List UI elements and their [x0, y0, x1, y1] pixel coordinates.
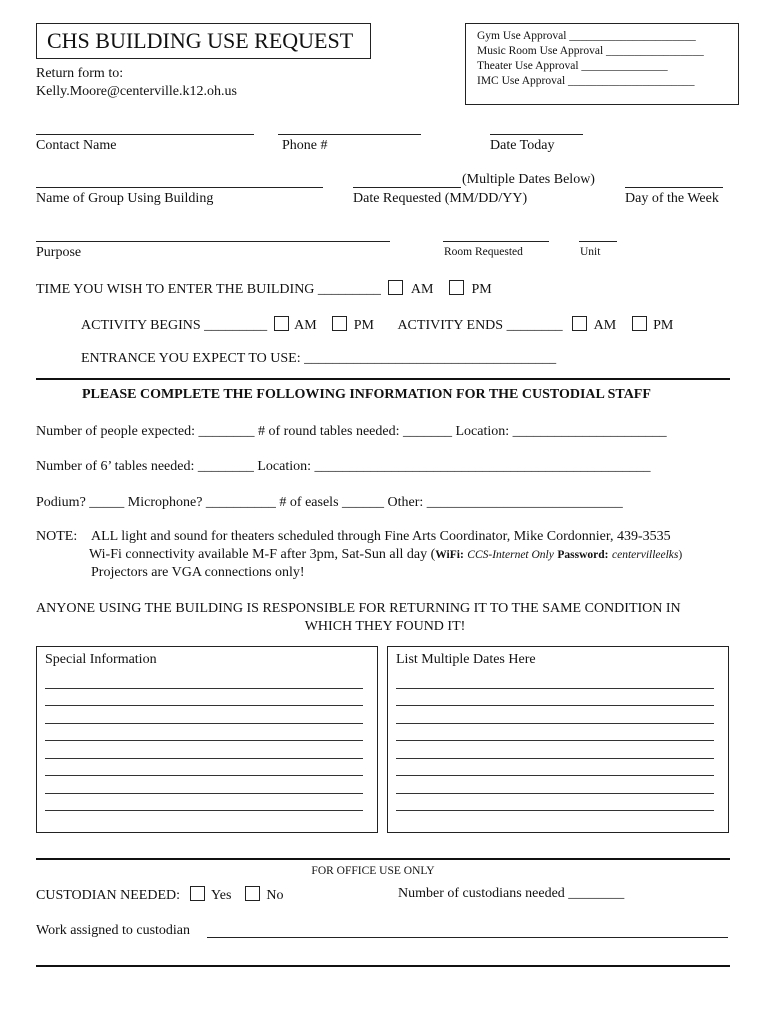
special-info-label: Special Information [45, 652, 157, 667]
multiple-dates-line[interactable] [396, 793, 714, 794]
ends-pm-label: PM [653, 318, 674, 333]
activity-begins-label[interactable]: ACTIVITY BEGINS _________ [81, 318, 268, 333]
office-divider [36, 858, 730, 860]
ends-am-label: AM [593, 318, 617, 333]
approval-music[interactable]: Music Room Use Approval _________________ [477, 45, 704, 57]
custodian-yes-checkbox[interactable] [190, 886, 205, 901]
enter-pm-label: PM [471, 282, 492, 297]
time-enter-label[interactable]: TIME YOU WISH TO ENTER THE BUILDING _________ [36, 282, 381, 297]
special-info-line[interactable] [45, 740, 363, 741]
entrance-field[interactable]: ENTRANCE YOU EXPECT TO USE: ____________________________________ [81, 351, 557, 366]
responsibility-line-1: ANYONE USING THE BUILDING IS RESPONSIBLE FOR RETURNING IT TO THE SAME CONDITION IN [36, 601, 681, 616]
approval-gym[interactable]: Gym Use Approval ______________________ [477, 30, 696, 42]
note-line-1: ALL light and sound for theaters scheduled through Fine Arts Coordinator, Mike Cordonnier, 439-3535 [91, 529, 671, 544]
work-assigned-label: Work assigned to custodian [36, 923, 191, 938]
custodian-needed-row [36, 886, 284, 904]
multiple-dates-line[interactable] [396, 688, 714, 689]
special-info-line[interactable] [45, 688, 363, 689]
office-heading: FOR OFFICE USE ONLY [311, 865, 435, 877]
phone-label: Phone # [282, 138, 328, 153]
wifi-label: WiFi: [435, 549, 464, 561]
begins-pm-label: PM [353, 318, 374, 333]
responsibility-line-2: WHICH THEY FOUND IT! [304, 619, 466, 634]
group-name-field[interactable] [36, 187, 323, 188]
unit-field[interactable] [579, 241, 617, 242]
multiple-dates-line[interactable] [396, 705, 714, 706]
wifi-close-paren: ) [678, 549, 683, 561]
title-box [36, 23, 371, 59]
contact-name-field[interactable] [36, 134, 254, 135]
special-info-line[interactable] [45, 775, 363, 776]
multiple-dates-line[interactable] [396, 740, 714, 741]
multiple-dates-line[interactable] [396, 723, 714, 724]
password-label: Password: [557, 549, 609, 561]
form-title: CHS BUILDING USE REQUEST [47, 28, 354, 53]
note-line-2 [89, 547, 682, 563]
special-info-box[interactable] [36, 646, 378, 833]
custodial-row-2[interactable]: Number of 6’ tables needed: ________ Location: ________________________________________________ [36, 459, 651, 474]
multiple-dates-line[interactable] [396, 758, 714, 759]
unit-label: Unit [580, 246, 601, 258]
time-enter-row [36, 280, 492, 298]
ends-am-checkbox[interactable] [572, 316, 587, 331]
purpose-label: Purpose [36, 245, 82, 260]
day-of-week-label: Day of the Week [625, 191, 719, 206]
special-info-line[interactable] [45, 793, 363, 794]
date-today-field[interactable] [490, 134, 583, 135]
group-name-label: Name of Group Using Building [36, 191, 214, 206]
phone-field[interactable] [278, 134, 421, 135]
custodian-yes-label: Yes [211, 888, 232, 903]
begins-pm-checkbox[interactable] [332, 316, 347, 331]
work-assigned-field[interactable] [207, 937, 728, 938]
enter-am-checkbox[interactable] [388, 280, 403, 295]
special-info-line[interactable] [45, 705, 363, 706]
multiple-dates-line[interactable] [396, 775, 714, 776]
section-divider [36, 378, 730, 380]
room-requested-label: Room Requested [444, 246, 523, 258]
num-custodians-field[interactable]: Number of custodians needed ________ [398, 886, 625, 901]
multiple-dates-note: (Multiple Dates Below) [462, 172, 595, 187]
begins-am-checkbox[interactable] [274, 316, 289, 331]
day-of-week-field[interactable] [625, 187, 723, 188]
approval-imc[interactable]: IMC Use Approval ______________________ [477, 75, 695, 87]
multiple-dates-label: List Multiple Dates Here [396, 652, 536, 667]
special-info-line[interactable] [45, 810, 363, 811]
begins-am-label: AM [294, 318, 317, 333]
date-today-label: Date Today [490, 138, 555, 153]
wifi-password: centervilleelks [611, 549, 679, 561]
custodian-no-checkbox[interactable] [245, 886, 260, 901]
approval-box [465, 23, 739, 105]
custodian-no-label: No [266, 888, 284, 903]
custodial-row-3[interactable]: Podium? _____ Microphone? __________ # of easels ______ Other: ____________________________ [36, 495, 623, 510]
enter-pm-checkbox[interactable] [449, 280, 464, 295]
special-info-line[interactable] [45, 758, 363, 759]
bottom-divider [36, 965, 730, 967]
date-requested-field[interactable] [353, 187, 461, 188]
activity-ends-label[interactable]: ACTIVITY ENDS ________ [397, 318, 563, 333]
wifi-network: CCS-Internet Only [467, 549, 554, 561]
date-requested-label: Date Requested (MM/DD/YY) [353, 191, 528, 206]
purpose-field[interactable] [36, 241, 390, 242]
contact-name-label: Contact Name [36, 138, 117, 153]
ends-pm-checkbox[interactable] [632, 316, 647, 331]
return-email[interactable]: Kelly.Moore@centerville.k12.oh.us [36, 84, 237, 99]
multiple-dates-line[interactable] [396, 810, 714, 811]
enter-am-label: AM [410, 282, 434, 297]
return-label: Return form to: [36, 66, 124, 81]
multiple-dates-box[interactable] [387, 646, 729, 833]
custodial-row-1[interactable]: Number of people expected: ________ # of round tables needed: _______ Location: ______________________ [36, 424, 667, 439]
room-requested-field[interactable] [443, 241, 549, 242]
special-info-line[interactable] [45, 723, 363, 724]
approval-theater[interactable]: Theater Use Approval _______________ [477, 60, 668, 72]
activity-row [81, 316, 673, 334]
note-line-3: Projectors are VGA connections only! [91, 565, 305, 580]
note-label: NOTE: [36, 529, 78, 544]
custodian-needed-label: CUSTODIAN NEEDED: [36, 888, 181, 903]
wifi-text: Wi-Fi connectivity available M-F after 3pm, Sat-Sun all day ( [89, 547, 436, 562]
custodial-heading: PLEASE COMPLETE THE FOLLOWING INFORMATION FOR THE CUSTODIAL STAFF [82, 387, 651, 402]
